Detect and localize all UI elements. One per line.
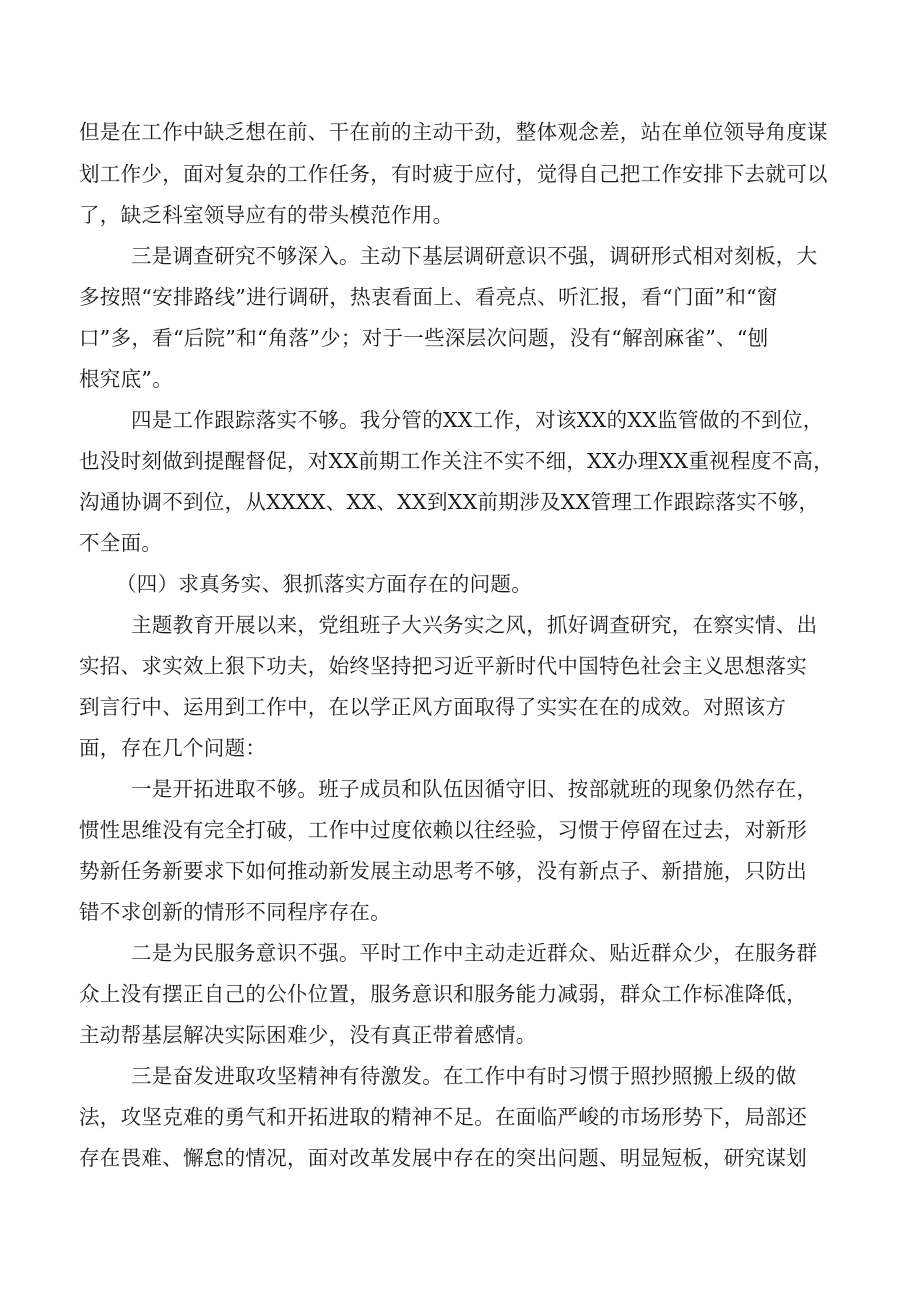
text-line: 四是工作跟踪落实不够。我分管的XX工作，对该XX的XX监管做的不到位， <box>131 408 824 432</box>
text-line: 面，存在几个问题： <box>79 736 267 760</box>
section-heading: （四）求真务实、狠抓落实方面存在的问题。 <box>116 572 532 596</box>
text-line: 划工作少，面对复杂的工作任务，有时疲于应付，觉得自己把工作安排下去就可以 <box>79 162 828 186</box>
text-line: 多按照“安排路线”进行调研，热衷看面上、看亮点、听汇报，看“门面”和“窗 <box>79 285 778 309</box>
text-line: 三是调查研究不够深入。主动下基层调研意识不强，调研形式相对刻板，大 <box>131 244 818 268</box>
text-line: 不全面。 <box>79 531 163 555</box>
text-line: 了，缺乏科室领导应有的带头模范作用。 <box>79 203 454 227</box>
text-line: 三是奋发进取攻坚精神有待激发。在工作中有时习惯于照抄照搬上级的做 <box>131 1064 797 1088</box>
text-line: 也没时刻做到提醒督促，对XX前期工作关注不实不细，XX办理XX重视程度不高， <box>79 449 834 473</box>
text-line: 沟通协调不到位，从XXXX、XX、XX到XX前期涉及XX管理工作跟踪落实不够， <box>79 490 820 514</box>
text-line: 法，攻坚克难的勇气和开拓进取的精神不足。在面临严峻的市场形势下，局部还 <box>79 1105 807 1129</box>
text-line: 到言行中、运用到工作中，在以学正风方面取得了实实在在的成效。对照该方 <box>79 695 787 719</box>
text-line: 存在畏难、懈怠的情况，面对改革发展中存在的突出问题、明显短板，研究谋划 <box>79 1146 807 1170</box>
text-line: 势新任务新要求下如何推动新发展主动思考不够，没有新点子、新措施，只防出 <box>79 859 807 883</box>
text-line: 根究底”。 <box>79 367 173 391</box>
text-line: 实招、求实效上狠下功夫，始终坚持把习近平新时代中国特色社会主义思想落实 <box>79 654 807 678</box>
text-line: 错不求创新的情形不同程序存在。 <box>79 900 391 924</box>
text-line: 二是为民服务意识不强。平时工作中主动走近群众、贴近群众少，在服务群 <box>131 941 818 965</box>
text-line: 众上没有摆正自己的公仆位置，服务意识和服务能力减弱，群众工作标准降低， <box>79 982 807 1006</box>
text-line: 口”多，看“后院”和“角落”少；对于一些深层次问题，没有“解剖麻雀”、“刨 <box>79 326 769 350</box>
text-line: 但是在工作中缺乏想在前、干在前的主动干劲，整体观念差，站在单位领导角度谋 <box>79 120 828 144</box>
text-line: 主动帮基层解决实际困难少，没有真正带着感情。 <box>79 1023 537 1047</box>
text-line: 主题教育开展以来，党组班子大兴务实之风，抓好调查研究，在察实情、出 <box>131 613 818 637</box>
text-line: 惯性思维没有完全打破，工作中过度依赖以往经验，习惯于停留在过去，对新形 <box>79 818 807 842</box>
text-line: 一是开拓进取不够。班子成员和队伍因循守旧、按部就班的现象仍然存在， <box>131 777 818 801</box>
